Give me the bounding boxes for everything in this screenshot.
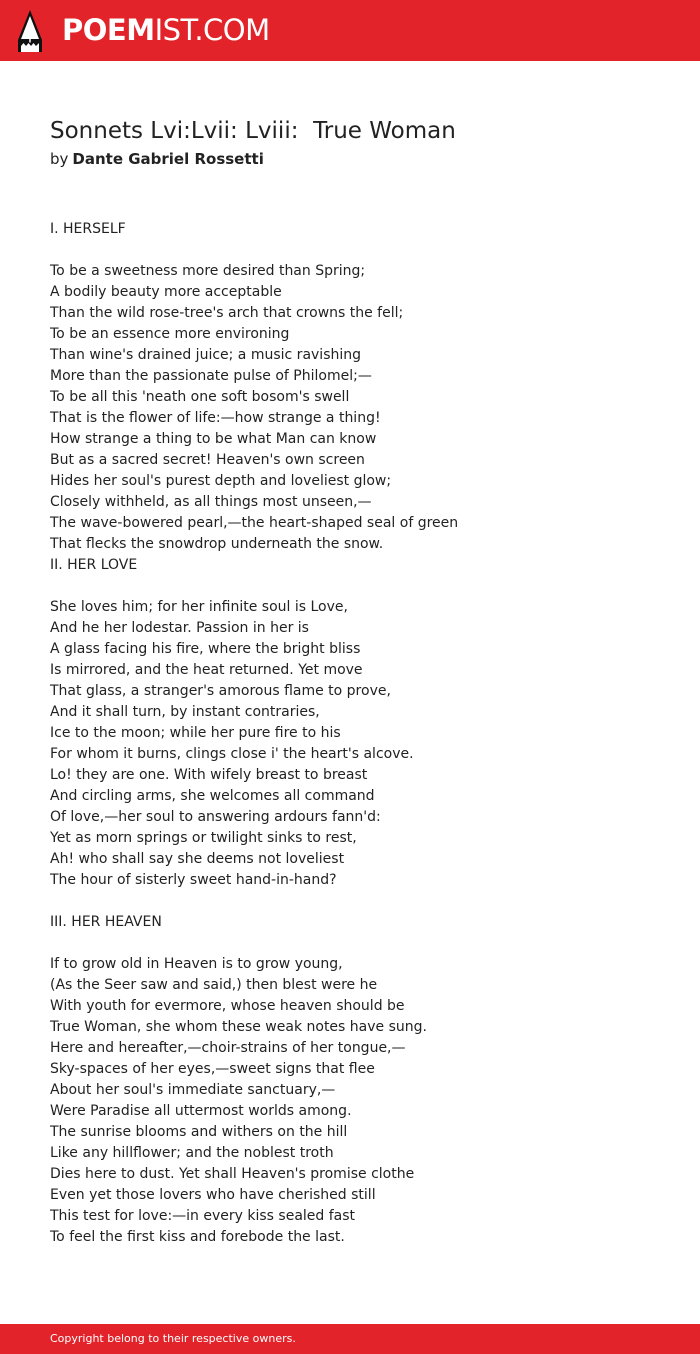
poem-line: To be an essence more environing bbox=[50, 326, 290, 342]
stanza-gap bbox=[50, 240, 650, 261]
poem-title: Sonnets Lvi:Lvii: Lviii: True Woman bbox=[50, 118, 456, 144]
site-footer bbox=[0, 1324, 700, 1354]
poem-line: To be all this 'neath one soft bosom's swell bbox=[50, 389, 350, 405]
poem-line: Hides her soul's purest depth and loveliest glow; bbox=[50, 473, 392, 489]
stanza-gap bbox=[50, 891, 650, 912]
poem-content bbox=[50, 116, 650, 1248]
poem-line: Here and hereafter,—choir-strains of her tongue,— bbox=[50, 1040, 406, 1056]
poem-line: Yet as morn springs or twilight sinks to rest, bbox=[50, 830, 357, 846]
copyright-text: Copyright belong to their respective owners. bbox=[50, 1332, 296, 1345]
poem-line: Lo! they are one. With wifely breast to breast bbox=[50, 767, 368, 783]
poem-line: A bodily beauty more acceptable bbox=[50, 284, 282, 300]
poem-line: That glass, a stranger's amorous flame to prove, bbox=[50, 683, 391, 699]
logo-text-bold: POEM bbox=[62, 13, 155, 47]
poem-line: That is the flower of life:—how strange a thing! bbox=[50, 410, 381, 426]
poem-line: Even yet those lovers who have cherished still bbox=[50, 1187, 376, 1203]
poem-line: And he her lodestar. Passion in her is bbox=[50, 620, 309, 636]
poem-line: Of love,—her soul to answering ardours fann'd: bbox=[50, 809, 381, 825]
poem-line: Closely withheld, as all things most unseen,— bbox=[50, 494, 372, 510]
poem-line: II. HER LOVE bbox=[50, 557, 138, 573]
poem-line: Than wine's drained juice; a music ravishing bbox=[50, 347, 362, 363]
poem-line: I. HERSELF bbox=[50, 221, 126, 237]
poem-line: The wave-bowered pearl,—the heart-shaped seal of green bbox=[50, 515, 459, 531]
poem-line: This test for love:—in every kiss sealed fast bbox=[50, 1208, 356, 1224]
poem-line: III. HER HEAVEN bbox=[50, 914, 162, 930]
site-logo[interactable] bbox=[62, 11, 270, 49]
poem-line: Is mirrored, and the heat returned. Yet move bbox=[50, 662, 363, 678]
byline bbox=[50, 148, 650, 170]
stanza-gap bbox=[50, 576, 650, 597]
poem-line: And circling arms, she welcomes all command bbox=[50, 788, 375, 804]
logo-text-light: IST.COM bbox=[154, 13, 270, 47]
poem-line: Like any hillflower; and the noblest troth bbox=[50, 1145, 334, 1161]
author-name[interactable]: Dante Gabriel Rossetti bbox=[72, 150, 264, 168]
poem-line: Were Paradise all uttermost worlds among. bbox=[50, 1103, 352, 1119]
pen-nib-icon[interactable] bbox=[18, 10, 42, 52]
poem-line: How strange a thing to be what Man can know bbox=[50, 431, 377, 447]
poem-line: About her soul's immediate sanctuary,— bbox=[50, 1082, 336, 1098]
poem-line: With youth for evermore, whose heaven should be bbox=[50, 998, 405, 1014]
poem-line: If to grow old in Heaven is to grow young, bbox=[50, 956, 343, 972]
byline-prefix: by bbox=[50, 150, 69, 168]
poem-line: She loves him; for her infinite soul is Love, bbox=[50, 599, 348, 615]
poem-line: And it shall turn, by instant contraries, bbox=[50, 704, 320, 720]
poem-line: Ice to the moon; while her pure fire to his bbox=[50, 725, 341, 741]
poem-body bbox=[50, 219, 650, 1248]
poem-line: Dies here to dust. Yet shall Heaven's promise clothe bbox=[50, 1166, 415, 1182]
poem-line: That flecks the snowdrop underneath the snow. bbox=[50, 536, 384, 552]
stanza-gap bbox=[50, 933, 650, 954]
poem-line: More than the passionate pulse of Philomel;— bbox=[50, 368, 372, 384]
poem-line: A glass facing his fire, where the bright bliss bbox=[50, 641, 361, 657]
poem-line: For whom it burns, clings close i' the heart's alcove. bbox=[50, 746, 414, 762]
poem-line: But as a sacred secret! Heaven's own screen bbox=[50, 452, 365, 468]
poem-line: The hour of sisterly sweet hand-in-hand? bbox=[50, 872, 337, 888]
poem-line: (As the Seer saw and said,) then blest were he bbox=[50, 977, 378, 993]
poem-line: True Woman, she whom these weak notes have sung. bbox=[50, 1019, 427, 1035]
poem-line: Ah! who shall say she deems not loveliest bbox=[50, 851, 345, 867]
poem-line: Than the wild rose-tree's arch that crowns the fell; bbox=[50, 305, 404, 321]
poem-line: To feel the first kiss and forebode the last. bbox=[50, 1229, 345, 1245]
poem-line: The sunrise blooms and withers on the hill bbox=[50, 1124, 348, 1140]
site-header bbox=[0, 0, 700, 61]
poem-line: To be a sweetness more desired than Spring; bbox=[50, 263, 366, 279]
poem-line: Sky-spaces of her eyes,—sweet signs that flee bbox=[50, 1061, 375, 1077]
